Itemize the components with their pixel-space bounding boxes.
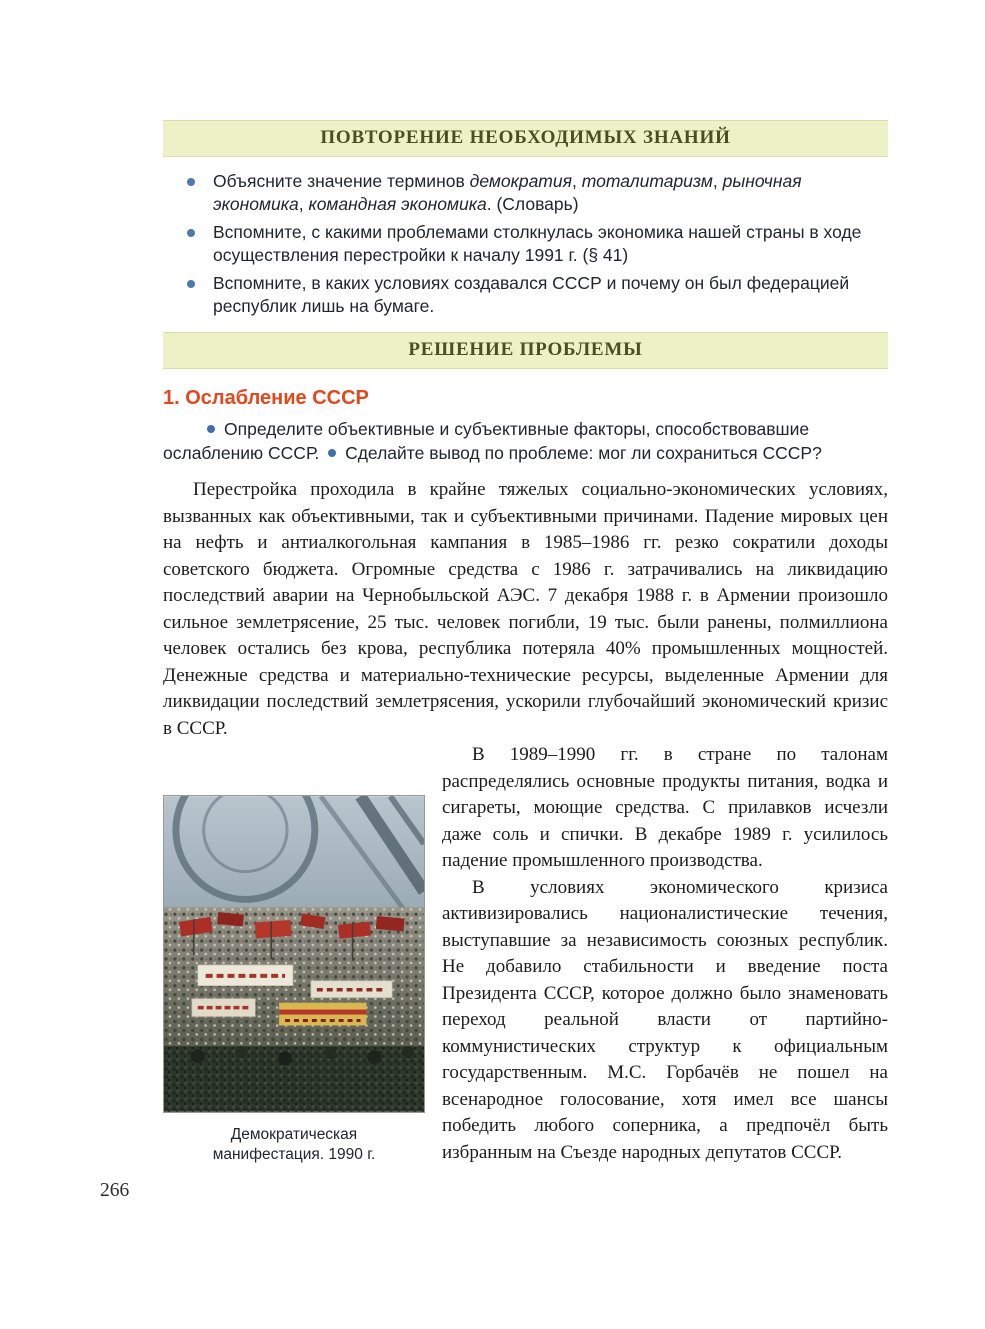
body-paragraph: Перестройка проходила в крайне тяжелых социально-экономических условиях, вызванных как объективными, так и субъективными причинами. Падение мировых цен на нефть и антиалкогольная кампания в 1985–1986 гг. резко сократили доходы советского бюджета. Огромные средства с 1986 г. затрачивались на ликвидацию последствий аварии на Чернобыльской АЭС. 7 декабря 1988 г. в Армении произошло сильное землетрясение, 25 тыс. человек погибли, 19 тыс. были ранены, полмиллиона человек остались без крова, республика потеряла 40% промышленных мощностей. Денежные средства и материально-технические ресурсы, выделенные Армении для ликвидации последствий землетрясения, ускорили глубочайший экономический кризис в СССР. <box>163 479 888 739</box>
wrapped-text-flow <box>163 742 888 1166</box>
photo-figure <box>163 795 425 1165</box>
solution-band <box>163 332 888 369</box>
review-question-item <box>163 272 888 318</box>
photo-caption: Демократическая манифестация. 1990 г. <box>212 1126 376 1163</box>
solution-band-title: РЕШЕНИЕ ПРОБЛЕМЫ <box>408 339 643 360</box>
review-question-item <box>163 170 888 216</box>
review-question-item <box>163 221 888 267</box>
bullet-icon <box>207 425 215 433</box>
page-number: 266 <box>100 1180 130 1201</box>
review-question-list <box>163 170 888 318</box>
section-heading: 1. Ослабление СССР <box>163 387 369 409</box>
body-paragraph: В 1989–1990 гг. в стране по талонам распределялись основные продукты питания, водка и сигареты, моющие средства. С прилавков исчезли даже соль и спички. В декабре 1989 г. усилилось падение промышленного производства. <box>442 744 888 871</box>
section-tasks <box>163 418 888 465</box>
bullet-icon <box>187 229 195 237</box>
bullet-icon <box>187 178 195 186</box>
bullet-icon <box>328 449 336 457</box>
bullet-icon <box>187 280 195 288</box>
body-paragraph: В условиях экономического кризиса активизировались националистические течения, выступавшие за независимость союзных республик. Не добавило стабильности и введение поста Президента СССР, которое должно было знаменовать переход реальной власти от партийно-коммунистических структур к официальным государственным. М.С. Горбачёв не пошел на всенародное голосование, хотя имел все шансы победить любого соперника, а предпочёл быть избранным на Съезде народных депутатов СССР. <box>442 876 888 1163</box>
review-question-text: Вспомните, в каких условиях создавался СССР и почему он был федерацией республик лишь на бумаге. <box>213 273 850 316</box>
task-text: Сделайте вывод по проблеме: мог ли сохраниться СССР? <box>345 442 822 463</box>
task-text: Определите объективные и субъективные факторы, способствовавшие ослаблению СССР. <box>163 419 810 463</box>
review-question-text: Вспомните, с какими проблемами столкнулась экономика нашей страны в ходе осуществления перестройки к началу 1991 г. (§ 41) <box>213 222 862 265</box>
review-band <box>163 120 888 157</box>
review-band-title: ПОВТОРЕНИЕ НЕОБХОДИМЫХ ЗНАНИЙ <box>320 127 731 148</box>
review-question-text: Объясните значение терминов демократия, тоталитаризм, рыночная экономика, командная экономика. (Словарь) <box>213 171 802 214</box>
page-content <box>163 120 888 1169</box>
photo-demonstration <box>163 795 425 1113</box>
